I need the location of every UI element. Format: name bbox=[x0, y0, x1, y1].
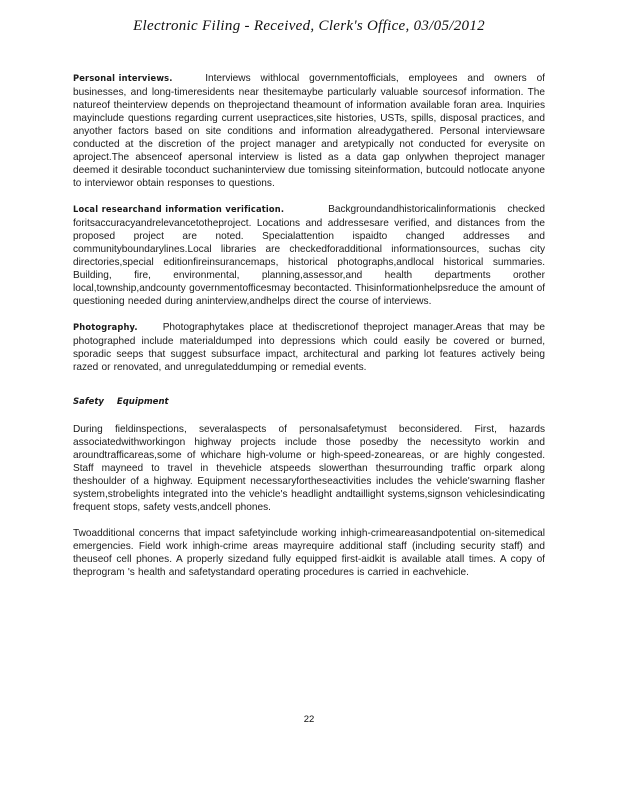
page-number: 22 bbox=[303, 714, 315, 725]
paragraph-safety-1: During fieldinspections, severalaspects of personalsafetymust beconsidered. First, hazards associatedwithworkingon highway projects include those posedby the necessityto workin and aroundtrafficareas,some of whichare high-volume or high-speed-zoneareas, or are highly congested. Staff mayneed to travel in thevehicle atspeeds slowerthan thesurrounding traffic orpark along theshoulder of a highway. Equipment necessaryfortheseactivities includes the vehicle'swarning flasher system,strobelights integrated into the vehicle's headlight andtaillight systems,signson vehiclesindicating frequent stops, safety vests,andcell phones. bbox=[73, 424, 545, 513]
body-content bbox=[73, 72, 545, 592]
text-local-research: Backgroundandhistoricalinformationis checked foritsaccuracyandrelevancetotheproject. Locations and addressesare verified, and distances from the proposed project are noted. Specialattention ispaidto changed addresses and communityboundarylines.Local libraries are checkedforadditional informationsources, suchas city directories,special editionfireinsurancemaps, historical photographs,andlocal historical summaries. Building, fire, environmental, planning,assessor,and health departments orother local,township,andcounty governmentofficesmay becontacted. Thisinformationhelpsreduce the amount of questioning needed during aninterview,andhelps direct the course of interviews. bbox=[73, 204, 545, 307]
lead-personal-interviews: Personal interviews. bbox=[73, 74, 173, 84]
paragraph-safety-2: Twoadditional concerns that impact safetyinclude working inhigh-crimeareasandpotential on-sitemedical emergencies. Field work inhigh-crime areas mayrequire additional staff (including security staff) and theuseof cell phones. A properly sizedand fully equipped first-aidkit is available atall times. A copy of theprogram 's health and safetystandard operating procedures is carried in eachvehicle. bbox=[73, 528, 545, 578]
filing-stamp-header: Electronic Filing - Received, Clerk's Office, 03/05/2012 bbox=[133, 18, 485, 34]
paragraph-local-research bbox=[73, 203, 545, 308]
lead-local-research: Local researchand information verification. bbox=[73, 205, 285, 215]
lead-photography: Photography. bbox=[73, 323, 138, 333]
text-personal-interviews: Interviews withlocal governmentofficials, employees and owners of businesses, and long-timeresidents near thesitemaybe particularly valuable sourcesof information. The natureof theinterview depends on theprojectand theamount of information available foran area. Inquiries mayinclude questions regarding current usepractices,site histories, USTs, spills, disposal practices, and anyother factors based on site conditions and information alreadygathered. Personal interviewsare conducted at the discretion of the project manager and aretypically not conducted for everysite on aproject.The absenceof apersonal interview is listed as a data gap onlywhen theproject manager deemed it desirable toconduct suchaninterview due tomissing siteinformation, butcould notlocate anyone to interviewor obtain responses to questions. bbox=[73, 73, 545, 189]
subheading-safety-equipment: Safety Equipment bbox=[73, 397, 169, 407]
text-photography: Photographytakes place at thediscretionof theproject manager.Areas that may be photographed include materialdumped into depressions which could easily be covered or burned, sporadic seeps that suggest subsurface impact, architectural and parking lot features actively being razed or renovated, and unregulateddumping or remedial events. bbox=[73, 322, 545, 373]
paragraph-personal-interviews bbox=[73, 72, 545, 190]
paragraph-photography bbox=[73, 321, 545, 374]
